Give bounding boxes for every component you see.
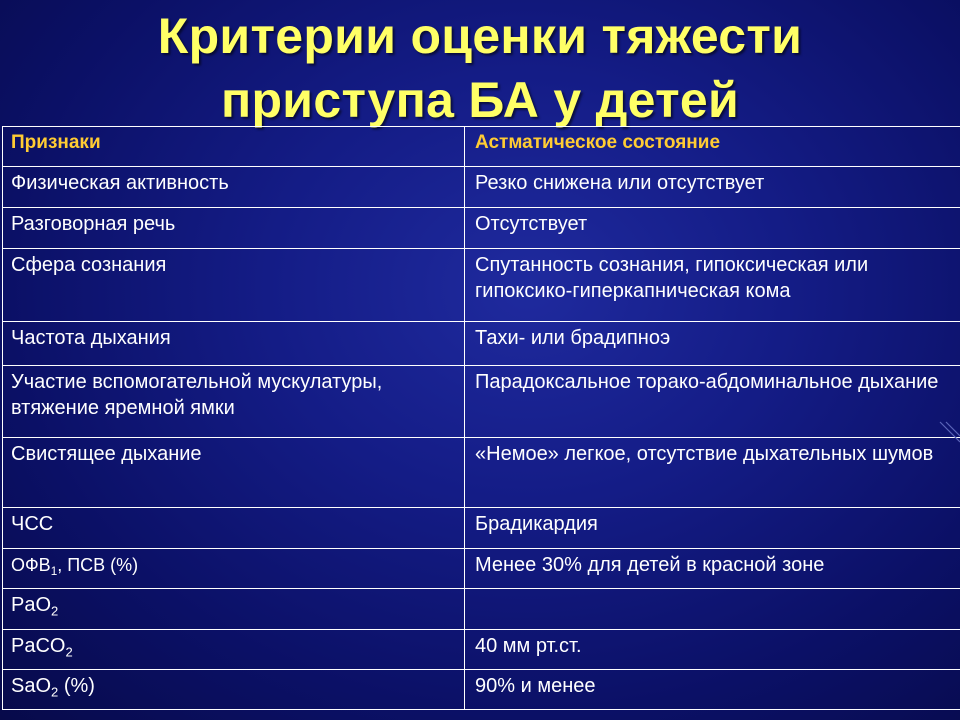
row-sign: Сфера сознания	[3, 249, 465, 322]
row-value: 40 мм рт.ст.	[465, 630, 960, 670]
table-row	[3, 167, 960, 208]
row-sign-subscript: 1	[50, 565, 58, 579]
row-value: Отсутствует	[465, 208, 960, 249]
row-value	[465, 589, 960, 630]
row-value: 90% и менее	[465, 670, 960, 710]
row-sign: Свистящее дыхание	[3, 438, 465, 508]
table-row	[3, 549, 960, 589]
slide-title	[0, 4, 960, 132]
row-sign: Частота дыхания	[3, 322, 465, 366]
row-sign: Физическая активность	[3, 167, 465, 208]
row-sign-subscript: 2	[51, 603, 59, 619]
header-status: Астматическое состояние	[465, 127, 960, 167]
row-sign-rest: , ПСВ (%)	[57, 555, 139, 575]
table-row	[3, 366, 960, 438]
table-row	[3, 208, 960, 249]
row-sign: ЧСС	[3, 508, 465, 549]
row-value: Менее 30% для детей в красной зоне	[465, 549, 960, 589]
row-sign-main: SaO	[11, 675, 52, 697]
row-value: Тахи- или брадипноэ	[465, 322, 960, 366]
row-sign	[3, 670, 465, 710]
row-sign-main: PaO	[11, 594, 52, 616]
row-sign-rest: (%)	[58, 675, 95, 697]
row-value: Резко снижена или отсутствует	[465, 167, 960, 208]
row-sign	[3, 589, 465, 630]
criteria-table	[2, 126, 960, 710]
row-sign-main: ОФВ	[11, 555, 51, 575]
table-header-row	[3, 127, 960, 167]
table-row	[3, 438, 960, 508]
row-value: «Немое» легкое, отсутствие дыхательных шумов	[465, 438, 960, 508]
table-row	[3, 589, 960, 630]
row-sign-subscript: 2	[51, 684, 59, 700]
row-sign	[3, 549, 465, 589]
header-signs: Признаки	[3, 127, 465, 167]
table-row	[3, 630, 960, 670]
row-sign	[3, 630, 465, 670]
row-value: Брадикардия	[465, 508, 960, 549]
slide-corner-decoration-icon	[938, 420, 960, 454]
slide-title-line-2: приступа БА у детей	[220, 72, 740, 128]
row-sign: Разговорная речь	[3, 208, 465, 249]
table-row	[3, 249, 960, 322]
row-sign-main: PaCO	[11, 635, 66, 657]
row-sign: Участие вспомогательной мускулатуры, втяжение яремной ямки	[3, 366, 465, 438]
table-row	[3, 670, 960, 710]
row-sign-subscript: 2	[65, 644, 73, 660]
row-value: Спутанность сознания, гипоксическая или гипоксико-гиперкапническая кома	[465, 249, 960, 322]
table-row	[3, 322, 960, 366]
row-value: Парадоксальное торако-абдоминальное дыхание	[465, 366, 960, 438]
table-row	[3, 508, 960, 549]
slide-title-line-1: Критерии оценки тяжести	[157, 8, 803, 64]
